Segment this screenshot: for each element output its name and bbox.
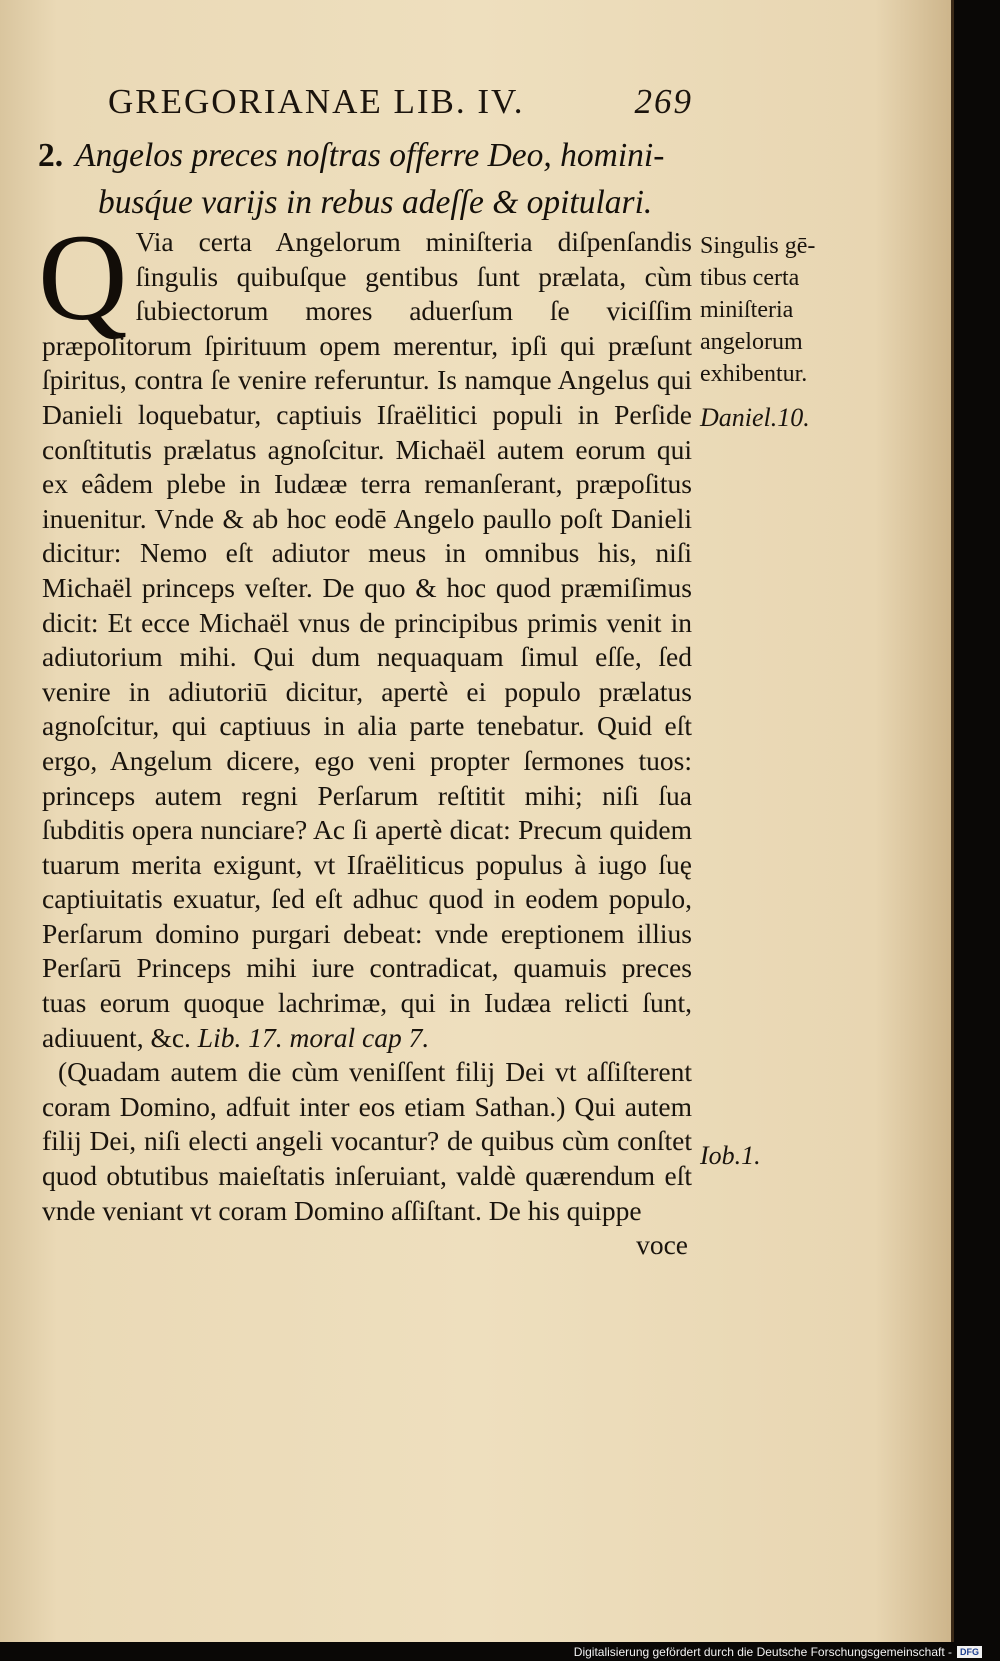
running-title: GREGORIANAE LIB. IV. <box>108 82 525 121</box>
margin-note-2: Daniel.10. <box>700 403 810 432</box>
dfg-logo: DFG <box>957 1646 982 1658</box>
section-title-line1: Angelos preces noſtras offerre Deo, homini- <box>75 137 665 174</box>
margin-note-1: Singulis gē-tibus certa miniſteria angelorum exhibentur. <box>700 233 816 387</box>
citation: Lib. 17. moral cap 7. <box>197 1021 430 1053</box>
drop-cap: Q <box>38 209 128 346</box>
digitization-footer <box>574 1645 982 1659</box>
footer-credit: Digitalisierung gefördert durch die Deutsche Forschungsgemeinschaft - <box>573 1645 952 1659</box>
margin-note-3: Iob.1. <box>700 1141 761 1170</box>
paragraph-1-text: Via certa Angelorum miniſteria diſpenſandis ſingulis quibuſque gentibus ſunt prælata, cùm ſubiectorum mores aduerſum ſe viciſſim præpoſitorum ſpirituum opem merentur, ipſi qui præſunt ſpiritus, contra ſe venire referuntur. Is namque Angelus qui Danieli loquebatur, captiuis Iſraëlitici populi in Perſide conſtitutis prælatus agnoſcitur. Michaël autem eorum qui ex eâdem plebe in Iudææ terra remanſerant, præpoſitus inuenitur. Vnde & ab hoc eodē Angelo paullo poſt Danieli dicitur: Nemo eſt adiutor meus in omnibus his, niſi Michaël princeps veſter. De quo & hoc quod præmiſimus dicit: Et ecce Michaël vnus de principibus primis venit in adiutorium mihi. Qui dum nequaquam ſimul eſſe, ſed venire in adiutoriū dicitur, apertè ei populo prælatus agnoſcitur, qui captiuus in alia parte tenebatur. Quid eſt ergo, Angelum dicere, ego veni propter ſermones tuos: princeps autem regni Perſarum reſtitit mihi; niſi ſua ſubditis opera nunciare? Ac ſi apertè dicat: Precum quidem tuarum merita exigunt, vt Iſraëliticus populus à iugo ſuę captiuitatis exuatur, ſed eſt adhuc quod in eodem populo, Perſarum domino purgari debeat: vnde ereptionem illius Perſarū Princeps mihi iure contradicat, quamuis preces tuas eorum quoque lachrimæ, qui in Iudæa relicti ſunt, adiuuent, &c. <box>42 226 692 1053</box>
running-header <box>108 82 693 122</box>
page-number: 269 <box>634 82 693 121</box>
main-text <box>38 209 692 1263</box>
paragraph-1 <box>38 209 692 1055</box>
paragraph-2: (Quadam autem die cùm veniſſent filij Dei vt aſſiſterent coram Domino, adfuit inter eos etiam Sathan.) Qui autem filij Dei, niſi electi angeli vocantur? de quibus cùm conſtet quod obtutibus maieſtatis inſeruiant, valdè quærendum eſt vnde veniant vt coram Domino aſſiſtant. De his quippe <box>42 1056 692 1226</box>
section-title <box>38 132 698 226</box>
section-title-line2: busq́ue varijs in rebus adeſſe & opitulari. <box>98 184 653 221</box>
catchword: voce <box>636 1229 688 1261</box>
section-number: 2. <box>38 137 64 174</box>
